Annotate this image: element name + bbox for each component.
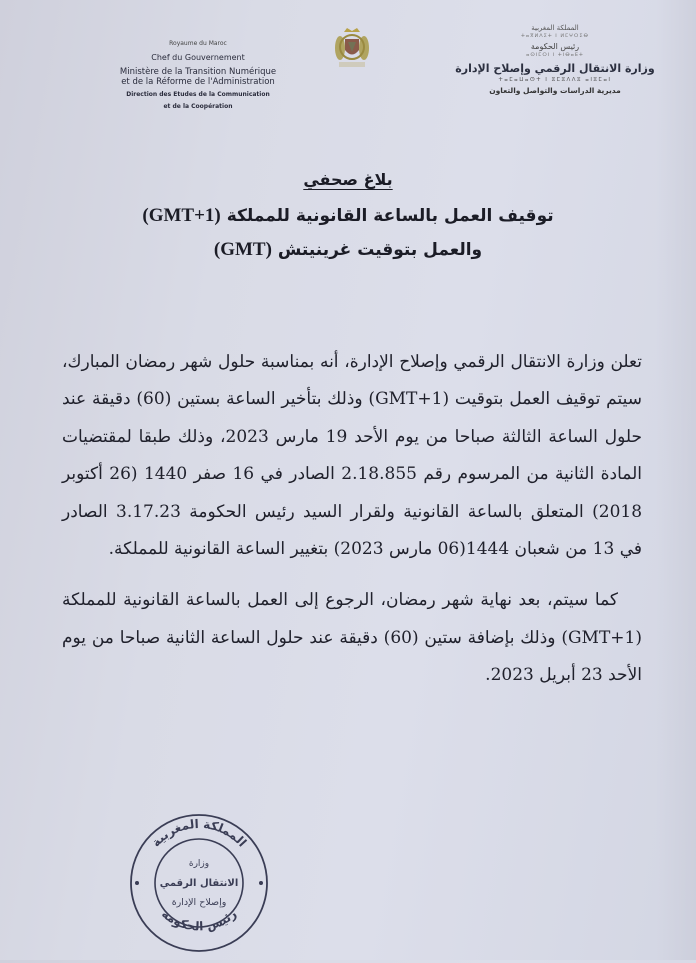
- page-edge-shadow: [656, 0, 696, 960]
- body-paragraph-1: تعلن وزارة الانتقال الرقمي وإصلاح الإدارة، أنه بمناسبة حلول شهر رمضان المبارك، سيتم توقيف العمل بتوقيت (GMT+1) وذلك بتأخير الساعة بستين (60) دقيقة عند حلول الساعة الثالثة صباحا من يوم الأحد 19 مارس 2023، وذلك طبقا لمقتضيات المادة الثانية من المرسوم رقم 2.18.855 الصادر في 16 صفر 1440 (26 أكتوبر 2018) المتعلق بالساعة القانونية ولقرار السيد رئيس الحكومة 3.17.23 الصادر في 13 من شعبان 1444(06 مارس 2023) بتغيير الساعة القانونية للمملكة.: [62, 352, 643, 560]
- stamp-dot-right: [259, 881, 263, 885]
- kingdom-label-tifinagh: ⵜⴰⴳⵍⴷⵉⵜ ⵏ ⵍⵎⵖⵔⵉⴱ: [521, 33, 589, 39]
- ministry-tifinagh: ⵜⴰⵎⴰⵡⴰⵙⵜ ⵏ ⵓⵎⵓⴷⴷⵓ ⴰⵏⵓⵎⴰⵏ: [498, 77, 612, 83]
- ministry-line-2-fr: et de la Réforme de l'Administration: [121, 77, 275, 87]
- stamp-inner-line-3: وإصلاح الإدارة: [171, 897, 227, 908]
- stamp-outer-bottom-text: رئيس الحكومة: [158, 906, 240, 934]
- head-of-government-ar: رئيس الحكومة: [530, 42, 580, 51]
- kingdom-label-fr: Royaume du Maroc: [169, 40, 227, 47]
- title-line-2-text: والعمل بتوقيت غرينيتش: [277, 240, 483, 260]
- official-stamp: [124, 808, 274, 958]
- title-line-2: [100, 233, 596, 267]
- header-right-arabic: [440, 24, 670, 95]
- direction-ar: مديرية الدراسات والتواصل والتعاون: [489, 86, 621, 95]
- press-release-title-block: [100, 170, 596, 267]
- coat-of-arms-icon: [333, 26, 371, 72]
- title-line-1-code: (GMT+1): [142, 205, 221, 226]
- press-release-body: [62, 344, 642, 695]
- stamp-inner-line-2: الانتقال الرقمي: [159, 878, 239, 889]
- press-release-heading: بلاغ صحفي: [303, 170, 393, 189]
- header-left-french: [78, 40, 318, 111]
- ministry-ar: وزارة الانتقال الرقمي وإصلاح الإدارة: [455, 62, 655, 75]
- direction-line-1-fr: Direction des Etudes de la Communication: [126, 91, 270, 98]
- kingdom-label-ar: المملكة المغربية: [531, 24, 579, 32]
- title-line-1-text: توقيف العمل بالساعة القانونية للمملكة: [226, 206, 554, 226]
- stamp-inner-line-1: وزارة: [188, 859, 210, 869]
- stamp-outer-top-text: المملكة المغربية: [148, 816, 250, 850]
- direction-line-2-fr: et de la Coopération: [163, 103, 233, 110]
- stamp-dot-left: [135, 881, 139, 885]
- title-line-2-code: (GMT): [213, 239, 272, 260]
- title-line-1: [100, 199, 596, 233]
- ministry-line-1-fr: Ministère de la Transition Numérique: [119, 67, 277, 77]
- body-paragraph-2: كما سيتم، بعد نهاية شهر رمضان، الرجوع إلى العمل بالساعة القانونية للمملكة (GMT+1) وذلك بإضافة ستين (60) دقيقة عند حلول الساعة الثانية صباحا من يوم الأحد 23 أبريل 2023.: [62, 590, 642, 686]
- head-of-government-fr: Chef du Gouvernement: [151, 53, 245, 62]
- head-of-government-tifinagh: ⴰⵙⵏⵎⵔⵏ ⵏ ⵜⵏⴱⴰⴹⵜ: [526, 52, 584, 58]
